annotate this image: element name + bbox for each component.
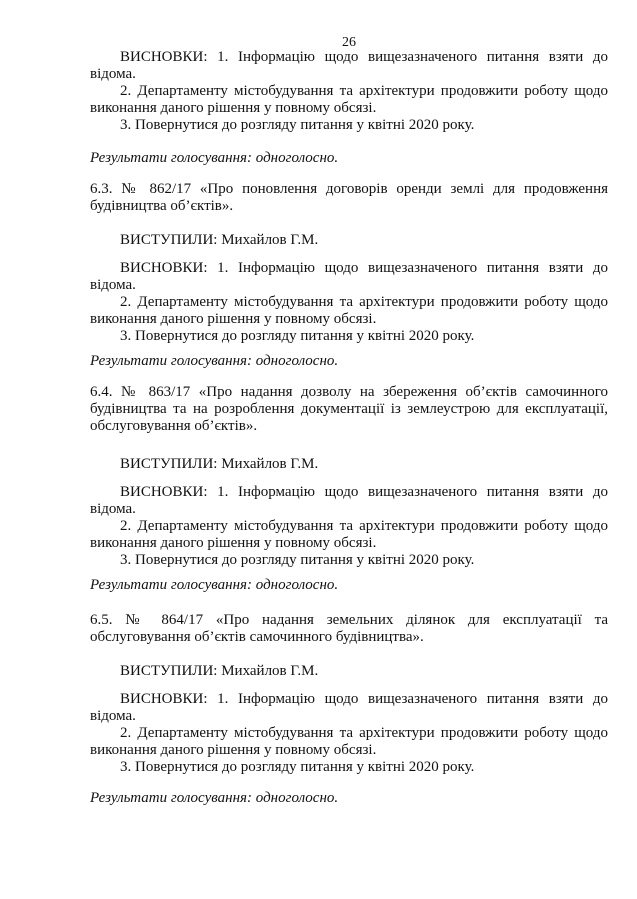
speaker-line: ВИСТУПИЛИ: Михайлов Г.М. [120, 456, 319, 472]
conclusion-3: 3. Повернутися до розгляду питання у квітні 2020 року. [120, 328, 475, 344]
conclusion-1: ВИСНОВКИ: 1. Інформацію щодо вищезазначеного питання взяти до відома. [90, 691, 608, 724]
speaker-line: ВИСТУПИЛИ: Михайлов Г.М. [120, 232, 319, 248]
conclusion-2: 2. Департаменту містобудування та архітектури продовжити роботу щодо виконання даного рішення у повному обсязі. [90, 83, 608, 116]
conclusion-2: 2. Департаменту містобудування та архітектури продовжити роботу щодо виконання даного рішення у повному обсязі. [90, 294, 608, 327]
conclusion-2: 2. Департаменту містобудування та архітектури продовжити роботу щодо виконання даного рішення у повному обсязі. [90, 518, 608, 551]
conclusions-block [90, 484, 608, 569]
conclusions-block [90, 691, 608, 776]
agenda-item-title: 6.4. № 863/17 «Про надання дозволу на збереження об’єктів самочинного будівництва та на розроблення документації із землеустрою для експлуатації, обслуговування об’єктів». [90, 384, 608, 434]
speaker-line: ВИСТУПИЛИ: Михайлов Г.М. [120, 663, 319, 679]
voting-result: Результати голосування: одноголосно. [90, 790, 339, 806]
conclusions-block [90, 49, 608, 134]
agenda-item-6-3 [90, 181, 608, 215]
voting-result: Результати голосування: одноголосно. [90, 150, 339, 166]
voting-result: Результати голосування: одноголосно. [90, 577, 339, 593]
conclusion-3: 3. Повернутися до розгляду питання у квітні 2020 року. [120, 117, 475, 133]
agenda-item-title: 6.5. № 864/17 «Про надання земельних ділянок для експлуатації та обслуговування об’єктів самочинного будівництва». [90, 612, 608, 645]
voting-result: Результати голосування: одноголосно. [90, 353, 339, 369]
agenda-item-6-5 [90, 612, 608, 646]
agenda-item-title: 6.3. № 862/17 «Про поновлення договорів оренди землі для продовження будівництва об’єктів». [90, 181, 608, 214]
conclusion-1: ВИСНОВКИ: 1. Інформацію щодо вищезазначеного питання взяти до відома. [90, 260, 608, 293]
conclusion-2: 2. Департаменту містобудування та архітектури продовжити роботу щодо виконання даного рішення у повному обсязі. [90, 725, 608, 758]
agenda-item-6-4 [90, 384, 608, 435]
conclusion-3: 3. Повернутися до розгляду питання у квітні 2020 року. [120, 759, 475, 775]
conclusions-block [90, 260, 608, 345]
conclusion-1: ВИСНОВКИ: 1. Інформацію щодо вищезазначеного питання взяти до відома. [90, 49, 608, 82]
conclusion-3: 3. Повернутися до розгляду питання у квітні 2020 року. [120, 552, 475, 568]
page-number: 26 [342, 35, 356, 50]
conclusion-1: ВИСНОВКИ: 1. Інформацію щодо вищезазначеного питання взяти до відома. [90, 484, 608, 517]
